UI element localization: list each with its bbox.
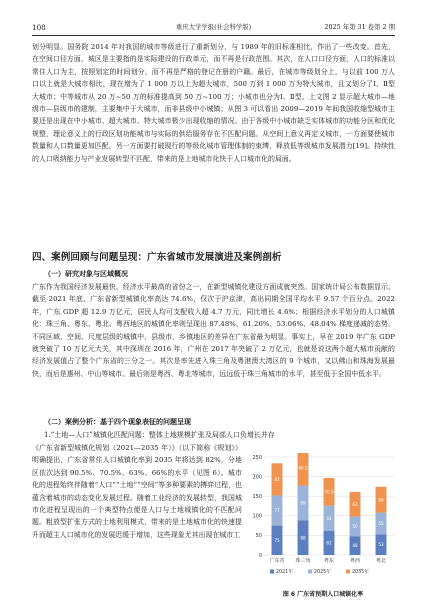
subsection-heading-1: （一）研究对象与区域概况 (44, 269, 128, 278)
running-header (32, 22, 395, 33)
section-heading: 四、案例回顾与问题呈现：广东省城市发展演进及案例剖析 (32, 252, 282, 263)
subsection-heading-2: （二）案例分析：基于四个现象表征的问题呈现 (44, 417, 191, 426)
x-tick-label: 粤东 (323, 558, 335, 564)
x-tick-label: 广东省 (269, 558, 285, 564)
header-rule (32, 35, 395, 36)
data-label: 88 (300, 535, 306, 541)
data-label: 90.5 (298, 465, 308, 471)
y-tick-label: 50 (255, 533, 262, 540)
x-tick-label: 粤西 (349, 558, 361, 564)
legend-swatch (308, 570, 312, 574)
legend-swatch (270, 570, 274, 574)
y-tick-label: 200 (252, 474, 262, 481)
y-tick-label: 0 (258, 552, 262, 559)
issue-info: 2025 年第 31 卷第 2 期 (324, 23, 395, 31)
figure-caption: 图 6 广东省预期人口城镇化率 (282, 591, 364, 598)
data-label: 66 (378, 497, 384, 503)
legend-label: 2025年 (314, 570, 332, 575)
page-number: 108 (32, 23, 46, 32)
data-label: 82 (274, 476, 280, 482)
figure-6 (248, 453, 398, 599)
legend-swatch (346, 570, 350, 574)
data-label: 48 (352, 543, 358, 549)
subsection-heading-3: 1.“土地—人口”城镇化匹配问题：整体上地规模扩张及局部人口负增长并存 (44, 431, 275, 439)
x-tick-label: 珠三角 (295, 558, 311, 564)
legend-label: 2035年 (352, 570, 370, 575)
data-label: 55 (378, 521, 384, 527)
y-tick-label: 100 (252, 513, 262, 520)
y-tick-label: 150 (252, 494, 262, 500)
data-label: 75 (274, 537, 280, 543)
data-label: 53 (378, 542, 384, 548)
y-tick-label: 250 (252, 454, 262, 461)
data-label: 70.5 (324, 489, 334, 495)
data-label: 89 (300, 500, 306, 506)
body-paragraph-1: 划分明显。国务院 2014 年对我国的城市等级进行了重新划分，与 1989 年的旧标准相比，作出了一些改变。首先，在空间口径方面，城区是主要指的是实际建设的行政单元，而不再是行政范围。其次，在人口口径方面，人口的标准以常住人口为主，按照划定的时间划分，而不再是严格的登记在册的户籍。最后，在城市等级划分上，与以前 100 万人口以上就是大城市相比，现在增为了 1 000 万以上为超大城市，500 万到 1 000 万为特大城市，且又划分了Ⅰ、Ⅱ型大城市；中等城市从 20 万~50 万的标准提高到 50 万~100 万；小城市也分为Ⅰ、Ⅱ型。上文图 2 显示超大城市—地级市—县级市的建制，主要集中于大城市，而非县级中小城镇；从图 3 可以看出 2009—2019 年间我国收缩型城市主要还是出现在中小城市、超大城市、特大城市极少出现收缩的情况。由于各级中小城市缺乏实体城市的功能分区和优化规整，理论意义上的行政区划功能城市与实际的供给服务存在不匹配问题。从空间上意义再定义城市，一方面要使城市数量和人口数量更加匹配，另一方面要打破现行的等级化城市管理体制的束缚，释放低等级城市发展潜力[19]。持续性的人口吸纳能力与产业发展转型不匹配，带来的是上地城市化快于人口城市化的局面。 (32, 43, 395, 163)
body-paragraph-2: 广东作为我国经济发展最快、经济水平最高的省份之一，在新型城镇化建设方面成就突然。国家统计局公布数据显示，截至 2021 年底，广东省新型城镇化率高达 74.6%，仅次于沪京津，高出同期全国平均水平 9.57 个百分点。2022 年，广东 GDP 超 12.9 万亿元，居民人均可支配收入超 4.7 万元，同比增长 4.6%；根据经济水平划分的人口城镇化：珠三角、粤东、粤北、粤西地区的城镇化率则呈现出 87.48%、61.26%、53.06%、48.04% 梯度递减的态势。不同区域、空间、尺度层级的城镇中、县级市、乡镇地区的差异在广东省最为明显。事实上，早在 2019 年广东 GDP 就突破了 10 万亿元大关，其中深圳在 2016 年，广州在 2017 年突破了 2 万亿元，也就是说这两个超大城市贡献的经济发展值占了整个广东省的三分之一。其次是率先进入珠三角及粤港澳大湾区的 9 个城市，又以佛山和珠海发展最快，而后是惠州、中山等城市。最后则是粤西、粤北等城市，远远低于珠三角城市的水平，甚至低于全国中低水平。 (32, 283, 395, 378)
journal-title: 重庆大学学报(社会科学版) (175, 23, 252, 31)
urbanization-chart (248, 453, 398, 585)
data-label: 77 (274, 508, 280, 514)
body-paragraph-3: 《广东省新型城镇化规划（2021—2035 年）》（以下简称《规划》）明确提出，广东省常住人口城镇化率到 2035 年将达到 82%，分地区依次达到 90.5%、70.5%、63%、66%的水平（见图 6）。城市化的进程始终伴随着“人口”“土地”“空间”等多种要素的搏弈过程，也蕴含着城市的动态变化发展过程。随着工业经济的发展转型，我国城市化进程呈现出的一个典型特点便是人口与土地城镇化的不匹配问题。粗放型扩张方式的土地利用模式，带来的是土地城市化的快速提升而超主人口城市化的发展迟缓于增加，这些现象尤其出现在城市工 (32, 444, 242, 539)
x-tick-label: 粤北 (375, 558, 387, 564)
data-label: 62 (326, 540, 332, 546)
data-label: 64 (326, 515, 332, 521)
data-label: 50 (352, 523, 358, 529)
legend-label: 2021年 (276, 570, 294, 575)
data-label: 63 (352, 501, 358, 507)
